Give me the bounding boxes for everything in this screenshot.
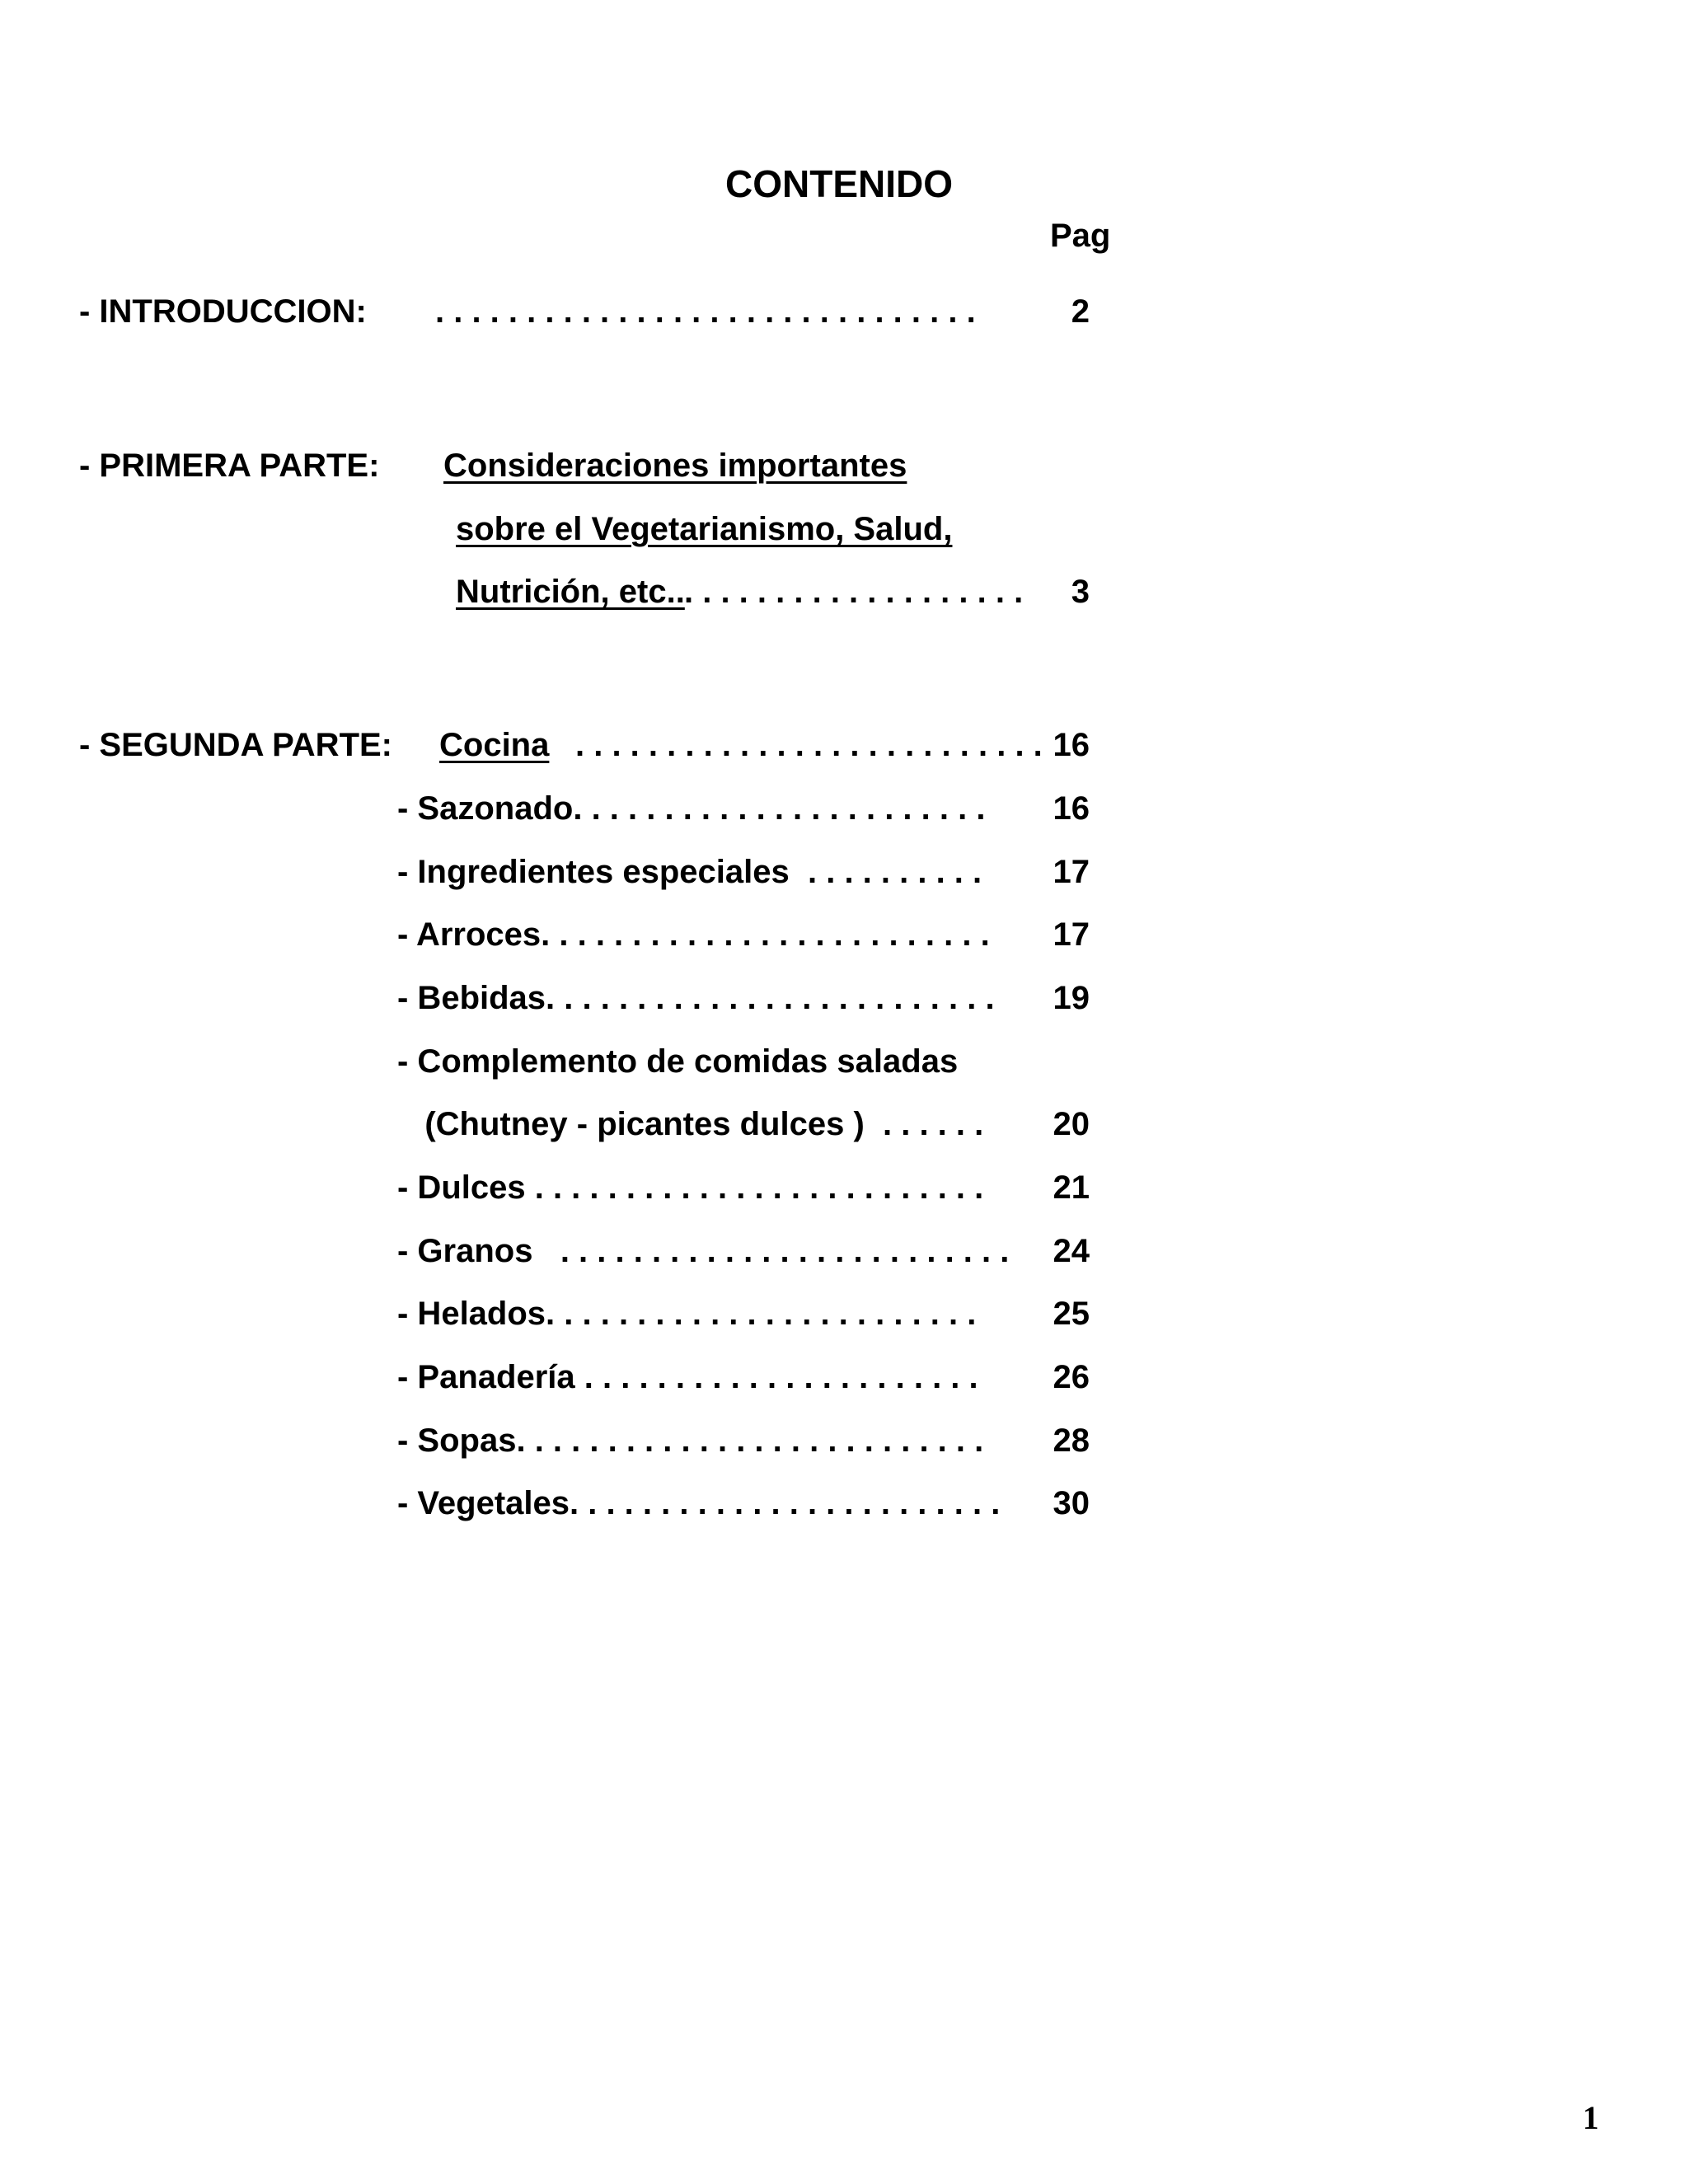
primera-parte-dot-leader: . . . . . . . . . . . . . . . . . . . xyxy=(684,574,1024,610)
primera-parte-page-number: 3 xyxy=(1071,574,1090,610)
primera-parte-label: - PRIMERA PARTE: xyxy=(79,448,380,484)
subentry-page-number: 19 xyxy=(1053,980,1090,1016)
segunda-parte-dot-leader: . . . . . . . . . . . . . . . . . . . . . . . . . . xyxy=(575,727,1043,763)
subentry-page-number: 16 xyxy=(1053,790,1090,827)
subentry-text: - Granos . . . . . . . . . . . . . . . . . . . . . . . . . xyxy=(397,1233,1010,1269)
page-title: CONTENIDO xyxy=(725,162,953,205)
subentry-page-number: 20 xyxy=(1053,1106,1090,1142)
footer-page-number: 1 xyxy=(1582,2099,1599,2136)
subentry-page-number: 25 xyxy=(1053,1296,1090,1332)
primera-parte-line-2: sobre el Vegetarianismo, Salud, xyxy=(456,511,953,547)
subentry-text: - Helados. . . . . . . . . . . . . . . . . . . . . . . . xyxy=(397,1296,977,1332)
segunda-parte-label: - SEGUNDA PARTE: xyxy=(79,727,392,763)
primera-parte-line-3: Nutrición, etc.. xyxy=(456,574,685,610)
subentry-page-number: 26 xyxy=(1053,1359,1090,1395)
subentry-page-number: 28 xyxy=(1053,1422,1090,1459)
subentry-text: - Arroces. . . . . . . . . . . . . . . . . . . . . . . . . xyxy=(397,916,990,953)
subentry-text: - Sopas. . . . . . . . . . . . . . . . . . . . . . . . . . xyxy=(397,1422,984,1459)
subentry-page-number: 17 xyxy=(1053,854,1090,890)
intro-dot-leader: . . . . . . . . . . . . . . . . . . . . . . . . . . . . . . xyxy=(435,293,976,330)
pag-column-header: Pag xyxy=(1050,218,1111,254)
segunda-parte-title: Cocina xyxy=(439,727,550,763)
intro-page-number: 2 xyxy=(1071,293,1090,330)
subentry-text: (Chutney - picantes dulces ) . . . . . . xyxy=(397,1106,984,1142)
subentry-text: - Vegetales. . . . . . . . . . . . . . . . . . . . . . . . xyxy=(397,1485,1001,1521)
subentry-text: - Complemento de comidas saladas xyxy=(397,1043,959,1080)
subentry-text: - Bebidas. . . . . . . . . . . . . . . . . . . . . . . . . xyxy=(397,980,995,1016)
subentry-text: - Ingredientes especiales . . . . . . . . . . xyxy=(397,854,982,890)
subentry-text: - Dulces . . . . . . . . . . . . . . . . . . . . . . . . . xyxy=(397,1169,984,1206)
subentry-text: - Panadería . . . . . . . . . . . . . . . . . . . . . . xyxy=(397,1359,978,1395)
subentry-text: - Sazonado. . . . . . . . . . . . . . . . . . . . . . . xyxy=(397,790,986,827)
segunda-parte-page-number: 16 xyxy=(1053,727,1090,763)
intro-label: - INTRODUCCION: xyxy=(79,293,367,330)
subentry-page-number: 30 xyxy=(1053,1485,1090,1521)
subentry-page-number: 21 xyxy=(1053,1169,1090,1206)
primera-parte-line-1: Consideraciones importantes xyxy=(443,448,907,484)
subentry-page-number: 17 xyxy=(1053,916,1090,953)
subentry-page-number: 24 xyxy=(1053,1233,1090,1269)
